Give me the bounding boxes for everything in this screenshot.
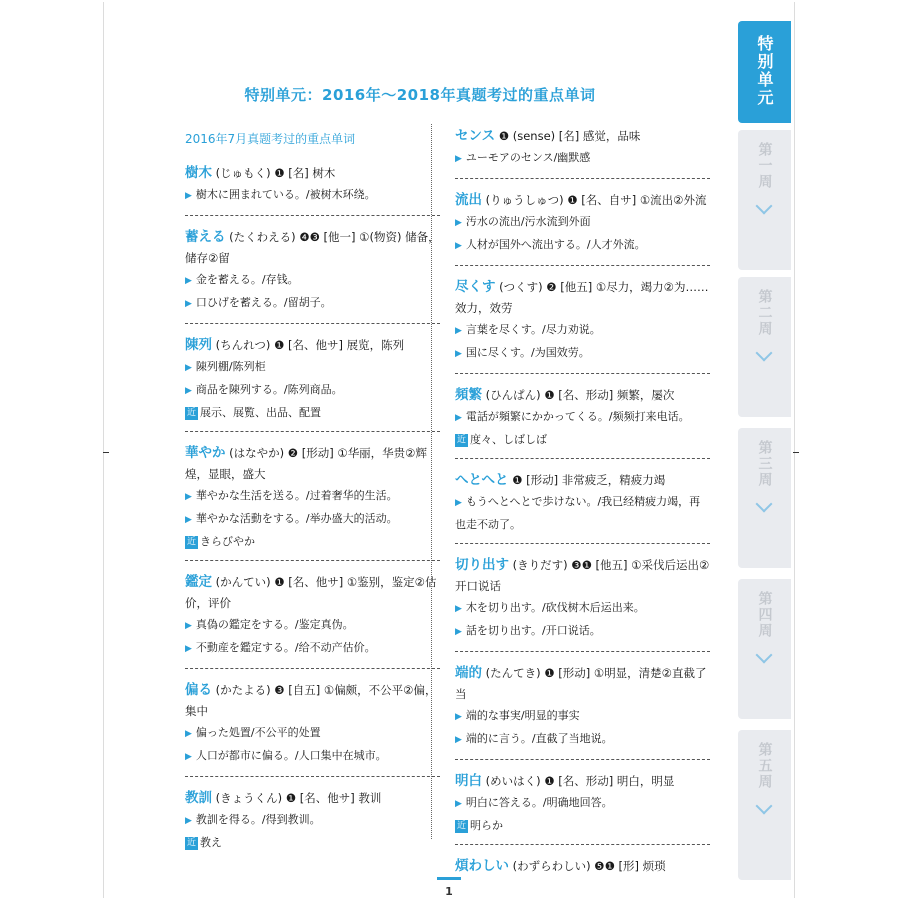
entry-headline (185, 163, 440, 184)
chevron-down-icon (756, 345, 773, 362)
example-sentence (455, 342, 710, 365)
entry-reading-pos: (めいはく) ❶ [名、形动] 明白，明显 (485, 774, 675, 788)
example-text: 真偽の鑑定をする。/鉴定真伪。 (195, 618, 354, 631)
example-sentence (455, 491, 710, 535)
example-sentence (185, 184, 440, 207)
chapter-tab[interactable] (738, 730, 791, 880)
example-sentence (185, 745, 440, 768)
bullet-arrow-icon: ▶ (185, 644, 192, 654)
example-text: 端的に言う。/直截了当地说。 (465, 732, 613, 745)
chapter-tab-label: 第四周 (756, 591, 773, 639)
entry-headline (185, 572, 440, 614)
entry-word: 蓄える (185, 229, 226, 245)
entry-headline (455, 277, 710, 319)
bullet-arrow-icon: ▶ (185, 729, 192, 739)
entry-headline (455, 126, 710, 147)
entry-word: 切り出す (455, 557, 509, 573)
vocab-entry (455, 771, 710, 845)
example-text: 国に尽くす。/为国效劳。 (465, 346, 590, 359)
vocab-entry (185, 443, 440, 561)
synonym-text: 展示、展覧、出品、配置 (200, 406, 321, 419)
vocab-entry (455, 856, 710, 885)
vocab-entry (185, 680, 440, 777)
entry-headline (455, 555, 710, 597)
synonym-badge: 近 (456, 821, 466, 831)
entry-reading-pos: (りゅうしゅつ) ❶ [名、自サ] ①流出②外流 (485, 193, 707, 207)
entry-word: 煩わしい (455, 858, 509, 874)
bullet-arrow-icon: ▶ (455, 349, 462, 359)
entry-word: 明白 (455, 773, 482, 789)
vocab-entry (455, 555, 710, 652)
entry-word: 華やか (185, 445, 226, 461)
entry-word: 教訓 (185, 790, 212, 806)
entry-headline (185, 680, 440, 722)
vocab-entry (455, 385, 710, 459)
entry-reading-pos: ❶ [形动] 非常疲乏，精疲力竭 (512, 473, 666, 487)
vocab-entry (455, 190, 710, 266)
entry-headline (455, 190, 710, 211)
vocab-entry (455, 126, 710, 179)
page-title: 特别单元：2016年～2018年真题考过的重点单词 (244, 86, 596, 104)
example-text: 話を切り出す。/开口说话。 (465, 624, 601, 637)
entry-word: センス (455, 128, 496, 144)
example-sentence (185, 485, 440, 508)
chapter-tab-label: 第三周 (756, 440, 773, 488)
example-text: 人口が都市に偏る。/人口集中在城市。 (195, 749, 387, 762)
bullet-arrow-icon: ▶ (185, 299, 192, 309)
example-text: 木を切り出す。/砍伐树木后运出来。 (465, 601, 645, 614)
example-sentence (455, 792, 710, 815)
synonym-text: きらびやか (200, 535, 255, 548)
entry-headline (455, 771, 710, 792)
synonym-text: 教え (200, 836, 222, 849)
example-text: 偏った処置/不公平的处置 (195, 726, 321, 739)
example-text: 人材が国外へ流出する。/人才外流。 (465, 238, 646, 251)
entry-word: 樹木 (185, 165, 212, 181)
chapter-tab-label: 第一周 (756, 142, 773, 190)
chapter-tab[interactable] (738, 130, 791, 270)
column-divider (431, 124, 432, 839)
chapter-tab[interactable] (738, 579, 791, 719)
bullet-arrow-icon: ▶ (455, 413, 462, 423)
example-sentence (185, 809, 440, 832)
chevron-down-icon (756, 198, 773, 215)
example-text: 口ひげを蓄える。/留胡子。 (195, 296, 332, 309)
page-number-bar (437, 877, 461, 880)
entry-word: 流出 (455, 192, 482, 208)
bullet-arrow-icon: ▶ (185, 276, 192, 286)
example-sentence (185, 722, 440, 745)
bullet-arrow-icon: ▶ (455, 154, 462, 164)
vocab-entry (455, 277, 710, 374)
example-sentence (455, 705, 710, 728)
example-sentence (455, 620, 710, 643)
bullet-arrow-icon: ▶ (455, 604, 462, 614)
bullet-arrow-icon: ▶ (185, 816, 192, 826)
example-text: ユーモアのセンス/幽默感 (465, 151, 591, 164)
right-entry-list (455, 126, 710, 885)
entry-word: へとへと (455, 472, 509, 488)
bullet-arrow-icon: ▶ (185, 363, 192, 373)
entry-headline (455, 856, 710, 877)
example-sentence (455, 597, 710, 620)
entry-reading-pos: (はなやか) ❷ [形动] ①华丽，华贵②辉煌，显眼，盛大 (185, 446, 427, 481)
chapter-tab[interactable] (738, 428, 791, 568)
example-sentence (455, 406, 710, 429)
bullet-arrow-icon: ▶ (455, 218, 462, 228)
entry-headline (185, 443, 440, 485)
chapter-tab-label: 特别单元 (755, 35, 774, 107)
vocab-entry (185, 788, 440, 861)
bullet-arrow-icon: ▶ (455, 241, 462, 251)
bullet-arrow-icon: ▶ (455, 735, 462, 745)
example-sentence (185, 637, 440, 660)
synonym-badge: 近 (186, 408, 196, 418)
bullet-arrow-icon: ▶ (455, 326, 462, 336)
vocab-entry (185, 227, 440, 324)
vocab-entry (185, 572, 440, 669)
example-sentence (185, 379, 440, 402)
synonym-text: 明らか (470, 819, 503, 832)
entry-reading-pos: (たくわえる) ❹❸ [他一] ①(物资) 储备，储存②留 (185, 230, 440, 265)
bullet-arrow-icon: ▶ (455, 712, 462, 722)
entry-headline (455, 470, 710, 491)
example-sentence (185, 292, 440, 315)
synonym-badge: 近 (186, 537, 196, 547)
bullet-arrow-icon: ▶ (185, 386, 192, 396)
example-text: 明白に答える。/明确地回答。 (465, 796, 613, 809)
example-text: 華やかな生活を送る。/过着奢华的生活。 (195, 489, 398, 502)
entry-reading-pos: (たんてき) ❶ [形动] ①明显，清楚②直截了当 (455, 666, 707, 701)
entry-reading-pos: (つくす) ❷ [他五] ①尽力，竭力②为……效力，效劳 (455, 280, 709, 315)
entry-reading-pos: (かたよる) ❸ [自五] ①偏颇，不公平②偏，集中 (185, 683, 437, 718)
vocab-entry (455, 663, 710, 760)
synonym-badge: 近 (186, 838, 196, 848)
bullet-arrow-icon: ▶ (185, 191, 192, 201)
chapter-tab[interactable] (738, 277, 791, 417)
entry-headline (455, 663, 710, 705)
bullet-arrow-icon: ▶ (185, 492, 192, 502)
left-entry-list (185, 163, 440, 861)
bullet-arrow-icon: ▶ (455, 799, 462, 809)
example-sentence (455, 319, 710, 342)
example-text: 端的な事実/明显的事实 (465, 709, 580, 722)
synonym-line (185, 402, 440, 423)
left-column (185, 126, 440, 872)
chevron-down-icon (756, 647, 773, 664)
bullet-arrow-icon: ▶ (185, 621, 192, 631)
vocab-entry (185, 163, 440, 216)
example-text: 不動産を鑑定する。/给不动产估价。 (195, 641, 376, 654)
bullet-arrow-icon: ▶ (455, 627, 462, 637)
bullet-arrow-icon: ▶ (185, 515, 192, 525)
vocab-entry (185, 335, 440, 432)
chevron-down-icon (756, 496, 773, 513)
entry-word: 鑑定 (185, 574, 212, 590)
entry-reading-pos: (じゅもく) ❶ [名] 树木 (215, 166, 336, 180)
example-sentence (185, 269, 440, 292)
synonym-line (185, 531, 440, 552)
entry-headline (185, 227, 440, 269)
example-sentence (455, 211, 710, 234)
entry-headline (185, 788, 440, 809)
section-heading: 2016年7月真题考过的重点单词 (185, 132, 356, 146)
entry-word: 陳列 (185, 337, 212, 353)
example-text: 華やかな活動をする。/举办盛大的活动。 (195, 512, 398, 525)
entry-headline (185, 335, 440, 356)
bullet-arrow-icon: ▶ (185, 752, 192, 762)
example-sentence (185, 614, 440, 637)
entry-reading-pos: (ひんぱん) ❶ [名、形动] 频繁，屡次 (485, 388, 675, 402)
example-sentence (185, 508, 440, 531)
entry-word: 頻繁 (455, 387, 482, 403)
chevron-down-icon (756, 798, 773, 815)
example-text: 陳列棚/陈列柜 (195, 360, 266, 373)
entry-word: 偏る (185, 682, 212, 698)
entry-reading-pos: ❶ (sense) [名] 感觉，品味 (498, 129, 641, 143)
example-text: 汚水の流出/污水流到外面 (465, 215, 591, 228)
entry-reading-pos: (かんてい) ❶ [名、他サ] ①鉴别，鉴定②估价，评价 (185, 575, 437, 610)
synonym-line (455, 429, 710, 450)
bullet-arrow-icon: ▶ (455, 498, 462, 508)
vocab-entry (455, 470, 710, 544)
example-text: もうへとへとで歩けない。/我已经精疲力竭，再也走不动了。 (455, 495, 701, 531)
example-sentence (455, 234, 710, 257)
right-column (455, 126, 710, 896)
chapter-tab-label: 第二周 (756, 289, 773, 337)
example-text: 言葉を尽くす。/尽力劝说。 (465, 323, 601, 336)
example-text: 金を蓄える。/存钱。 (195, 273, 299, 286)
synonym-badge: 近 (456, 435, 466, 445)
synonym-line (455, 815, 710, 836)
synonym-text: 度々、しばしば (470, 433, 547, 446)
example-text: 商品を陳列する。/陈列商品。 (195, 383, 343, 396)
crop-mark-left (103, 452, 109, 453)
example-sentence (455, 147, 710, 170)
example-text: 電話が頻繁にかかってくる。/频频打来电话。 (465, 410, 690, 423)
example-text: 教訓を得る。/得到教训。 (195, 813, 321, 826)
synonym-line (185, 832, 440, 853)
example-text: 樹木に囲まれている。/被树木环绕。 (195, 188, 376, 201)
example-sentence (185, 356, 440, 379)
entry-word: 尽くす (455, 279, 496, 295)
entry-reading-pos: (きょうくん) ❶ [名、他サ] 教训 (215, 791, 382, 805)
example-sentence (455, 728, 710, 751)
entry-reading-pos: (わずらわしい) ❺❶ [形] 烦琐 (512, 859, 666, 873)
page-number: 1 (445, 885, 453, 898)
chapter-tab[interactable] (738, 21, 791, 123)
crop-mark-right (793, 452, 799, 453)
entry-headline (455, 385, 710, 406)
entry-reading-pos: (きりだす) ❸❶ [他五] ①采伐后运出②开口说话 (455, 558, 710, 593)
entry-reading-pos: (ちんれつ) ❶ [名、他サ] 展览，陈列 (215, 338, 405, 352)
entry-word: 端的 (455, 665, 482, 681)
chapter-tab-label: 第五周 (756, 742, 773, 790)
